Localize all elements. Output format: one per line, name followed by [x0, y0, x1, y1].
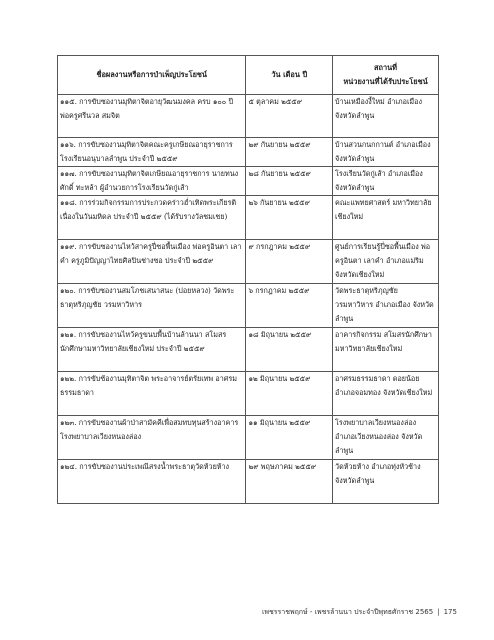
activity-cell: ๑๑๘. การร่วมกิจกรรมการประกวดคร่าวฮ่ำเทิดพระเกียรติเนื่องในวันมหิดล ประจำปี ๒๕๕๙ (ได้รับรางวัลชมเชย): [58, 196, 246, 240]
activity-cell: ๑๒๑. การขับซองานไหว้ครูขนบพื้นบ้านล้านนา สโมสรนักศึกษามหาวิทยาลัยเชียงใหม่ ประจำปี ๒๕๕๙: [58, 328, 246, 372]
table-row: [58, 167, 439, 196]
date-cell: ๒๖ กันยายน ๒๕๕๙: [246, 196, 333, 240]
header-place-line1: สถานที่: [373, 63, 398, 73]
date-cell: ๒๙ กันยายน ๒๕๕๙: [246, 138, 333, 167]
place-cell: โรงพยาบาลเวียงหนองล่อง อำเภอเวียงหนองล่อง จังหวัดลำพูน: [333, 416, 439, 460]
date-cell: ๙ กรกฎาคม ๒๕๕๙: [246, 240, 333, 284]
place-cell: บ้านสวนกนกกานต์ อำเภอเมือง จังหวัดลำพูน: [333, 138, 439, 167]
place-cell: วัดพระธาตุหริภุญชัย วรมหาวิหาร อำเภอเมือง จังหวัดลำพูน: [333, 284, 439, 328]
activity-cell: ๑๒๐. การขับซองานสมโภชเสนาสนะ (ปอยหลวง) วัดพระธาตุหริภุญชัย วรมหาวิหาร: [58, 284, 246, 328]
activity-cell: ๑๑๖. การขับซองานมุทิตาจิตคณะครูเกษียณอายุราชการ โรงเรียนอนุบาลลำพูน ประจำปี ๒๕๕๙: [58, 138, 246, 167]
header-place-line2: หน่วยงานที่ได้รับประโยชน์: [343, 77, 428, 86]
place-cell: อาศรมธรรมธาดา ดอยน้อย อำเภอจอมทอง จังหวัดเชียงใหม่: [333, 372, 439, 416]
date-cell: ๑๒ มิถุนายน ๒๕๕๙: [246, 372, 333, 416]
date-cell: ๒๙ พฤษภาคม ๒๕๕๙: [246, 460, 333, 504]
place-cell: วัดห้วยห้าง อำเภอทุ่งหัวช้าง จังหวัดลำพูน: [333, 460, 439, 504]
place-cell: โรงเรียนวัดกู่เส้า อำเภอเมือง จังหวัดลำพูน: [333, 167, 439, 196]
table-row: [58, 138, 439, 167]
table-row: [58, 460, 439, 504]
activity-cell: ๑๒๓. การขับซองานผ้าป่าสามัคคีเพื่อสมทบทุนสร้างอาคารโรงพยาบาลเวียงหนองล่อง: [58, 416, 246, 460]
date-cell: ๑๘ มิถุนายน ๒๕๕๙: [246, 328, 333, 372]
table-row: [58, 284, 439, 328]
table-row: [58, 328, 439, 372]
place-cell: คณะแพทยศาสตร์ มหาวิทยาลัยเชียงใหม่: [333, 196, 439, 240]
date-cell: ๕ ตุลาคม ๒๕๕๙: [246, 95, 333, 138]
date-cell: ๑๑ มิถุนายน ๒๕๕๙: [246, 416, 333, 460]
activity-cell: ๑๑๙. การขับซองานไหว้สาครูปี่ซอพื้นเมือง พ่อครูอินตา เลาคำ ครูภูมิปัญญาไทยศิลปินช่างซอ ประจำปี ๒๕๕๙: [58, 240, 246, 284]
place-cell: ศูนย์การเรียนรู้ปี่ซอพื้นเมือง พ่อครูอินตา เลาคำ อำเภอแม่ริม จังหวัดเชียงใหม่: [333, 240, 439, 284]
activity-cell: ๑๒๔. การขับซองานประเพณีสรงน้ำพระธาตุวัดห้วยห้าง: [58, 460, 246, 504]
page-footer: [262, 607, 457, 618]
date-cell: ๖ กรกฎาคม ๒๕๕๙: [246, 284, 333, 328]
header-activity: ชื่อผลงานหรือการบำเพ็ญประโยชน์: [58, 56, 246, 95]
activity-cell: ๑๑๕. การขับซองานมุทิตาจิตอายุวัฒนมงคล ครบ ๑๐๐ ปี พ่อครูศรีนวล สมจิต: [58, 95, 246, 138]
table-row: [58, 240, 439, 284]
activity-cell: ๑๒๒. การขับซ้องานมุทิตาจิต พระอาจารย์ตรัยเทพ อาศรมธรรมธาดา: [58, 372, 246, 416]
footer-separator: |: [437, 608, 440, 616]
achievements-table: [57, 55, 439, 504]
table-header-row: [58, 56, 439, 95]
place-cell: อาคารกิจกรรม สโมสรนักศึกษามหาวิทยาลัยเชียงใหม่: [333, 328, 439, 372]
page-number: 175: [443, 608, 457, 616]
place-cell: บ้านเหมืองงี้ใหม่ อำเภอเมือง จังหวัดลำพูน: [333, 95, 439, 138]
table-row: [58, 416, 439, 460]
footer-text: เพชรราชพฤกษ์ - เพชรล้านนา ประจำปีพุทธศักราช 2565: [262, 608, 434, 616]
date-cell: ๒๘ กันยายน ๒๕๕๙: [246, 167, 333, 196]
header-place: [333, 56, 439, 95]
header-date: วัน เดือน ปี: [246, 56, 333, 95]
activity-cell: ๑๑๗. การขับซองานมุทิตาจิตเกษียณอายุราชการ นายทนงศักดิ์ ทะหล้า ผู้อำนวยการโรงเรียนวัดกู่เส้า: [58, 167, 246, 196]
table-row: [58, 95, 439, 138]
table-row: [58, 372, 439, 416]
table-row: [58, 196, 439, 240]
